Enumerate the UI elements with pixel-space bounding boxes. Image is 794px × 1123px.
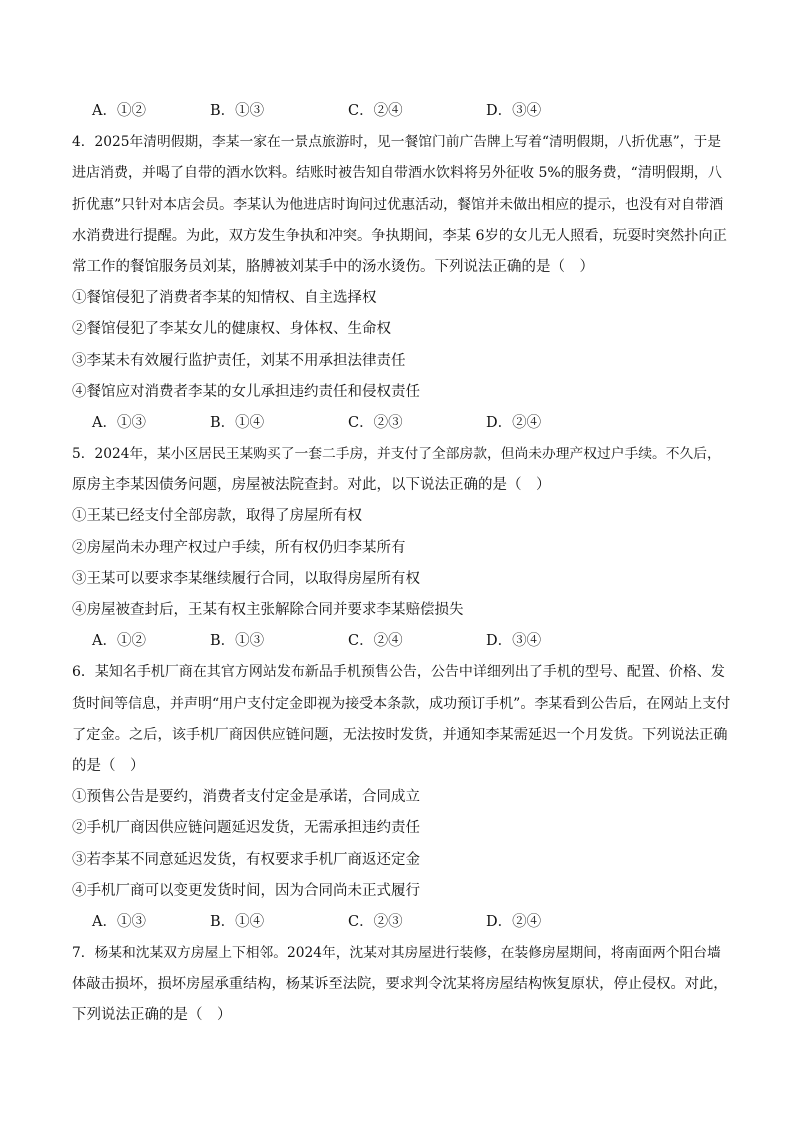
- question-6: [72, 657, 732, 938]
- q6-option-2: ②手机厂商因供应链问题延迟发货，无需承担违约责任: [72, 820, 420, 837]
- q4-stem-line-2: 进店消费，并喝了自带的酒水饮料。结账时被告知自带酒水饮料将另外征收 5%的服务费，“清明假期，八: [72, 165, 722, 182]
- q6-choice-b[interactable]: B．①④: [210, 913, 265, 930]
- q4-choice-d[interactable]: D．②④: [486, 414, 542, 431]
- q4-option-2: ②餐馆侵犯了李某女儿的健康权、身体权、生命权: [72, 321, 391, 338]
- q7-stem-line-1: 7．杨某和沈某双方房屋上下相邻。2024年，沈某对其房屋进行装修，在装修房屋期间，将南面两个阳台墙: [72, 945, 721, 962]
- q4-stem-line-1: 4．2025年清明假期，李某一家在一景点旅游时，见一餐馆门前广告牌上写着“清明假期，八折优惠”，于是: [72, 134, 722, 151]
- q4-option-4: ④餐馆应对消费者李某的女儿承担违约责任和侵权责任: [72, 383, 420, 400]
- q5-option-4: ④房屋被查封后，王某有权主张解除合同并要求李某赔偿损失: [72, 602, 464, 618]
- q4-option-1: ①餐馆侵犯了消费者李某的知情权、自主选择权: [72, 290, 377, 307]
- q7-stem-line-2: 体敲击损坏，损坏房屋承重结构，杨某诉至法院，要求判令沈某将房屋结构恢复原状，停止侵权。对此，: [72, 976, 728, 993]
- q5-choice-b[interactable]: B．①③: [210, 633, 265, 650]
- q6-option-1: ①预售公告是要约，消费者支付定金是承诺，合同成立: [72, 789, 420, 806]
- q6-choice-a[interactable]: A．①③: [92, 913, 146, 930]
- q6-choice-c[interactable]: C．②③: [348, 913, 403, 930]
- q6-stem-line-4: 的是（ ）: [72, 757, 145, 774]
- question-7: [72, 938, 732, 1032]
- q3-choice-d[interactable]: D．③④: [486, 103, 542, 119]
- q4-option-3: ③李某未有效履行监护责任，刘某不用承担法律责任: [72, 352, 406, 369]
- q6-stem-line-1: 6．某知名手机厂商在其官方网站发布新品手机预售公告，公告中详细列出了手机的型号、配置、价格、发: [72, 664, 725, 681]
- q5-choice-a[interactable]: A．①②: [92, 633, 146, 650]
- q3-choice-a[interactable]: A．①②: [92, 103, 146, 119]
- q5-choices: [72, 626, 732, 657]
- q4-choices: [72, 408, 732, 439]
- q4-choice-c[interactable]: C．②③: [348, 414, 403, 431]
- question-4: [72, 127, 732, 439]
- q7-stem-line-3: 下列说法正确的是（ ）: [72, 1007, 232, 1024]
- q3-choices: [72, 96, 732, 127]
- q6-option-4: ④手机厂商可以变更发货时间，因为合同尚未正式履行: [72, 882, 420, 899]
- q6-choice-d[interactable]: D．②④: [486, 913, 542, 930]
- q5-option-3: ③王某可以要求李某继续履行合同，以取得房屋所有权: [72, 570, 420, 587]
- q4-stem-line-5: 常工作的餐馆服务员刘某，胳膊被刘某手中的汤水烫伤。下列说法正确的是（ ）: [72, 258, 594, 275]
- q3-choice-c[interactable]: C．②④: [348, 103, 403, 119]
- q6-stem-line-3: 了定金。之后，该手机厂商因供应链问题，无法按时发货，并通知李某需延迟一个月发货。下列说法正确: [72, 726, 728, 743]
- q5-choice-d[interactable]: D．③④: [486, 633, 542, 650]
- q6-choices: [72, 907, 732, 938]
- q5-choice-c[interactable]: C．②④: [348, 633, 403, 650]
- q5-option-1: ①王某已经支付全部房款，取得了房屋所有权: [72, 508, 362, 525]
- q4-stem-line-4: 水消费进行提醒。为此，双方发生争执和冲突。争执期间，李某 6岁的女儿无人照看，玩耍时突然扑向正: [72, 227, 727, 244]
- q6-stem-line-2: 货时间等信息，并声明“用户支付定金即视为接受本条款，成功预订手机”。李某看到公告后，在网站上支付: [72, 695, 731, 712]
- q5-stem-line-1: 5．2024年，某小区居民王某购买了一套二手房，并支付了全部房款，但尚未办理产权过户手续。不久后，: [72, 446, 721, 463]
- q6-option-3: ③若李某不同意延迟发货，有权要求手机厂商返还定金: [72, 851, 420, 868]
- q3-choice-b[interactable]: B．①③: [210, 103, 265, 119]
- q4-choice-a[interactable]: A．①③: [92, 414, 146, 431]
- q4-choice-b[interactable]: B．①④: [210, 414, 265, 431]
- question-5: [72, 439, 732, 657]
- q5-option-2: ②房屋尚未办理产权过户手续，所有权仍归李某所有: [72, 539, 406, 556]
- exam-content: [72, 96, 732, 1032]
- q5-stem-line-2: 原房主李某因债务问题，房屋被法院查封。对此，以下说法正确的是（ ）: [72, 477, 551, 494]
- q4-stem-line-3: 折优惠”只针对本店会员。李某认为他进店时询问过优惠活动，餐馆并未做出相应的提示，也没有对自带酒: [72, 196, 724, 213]
